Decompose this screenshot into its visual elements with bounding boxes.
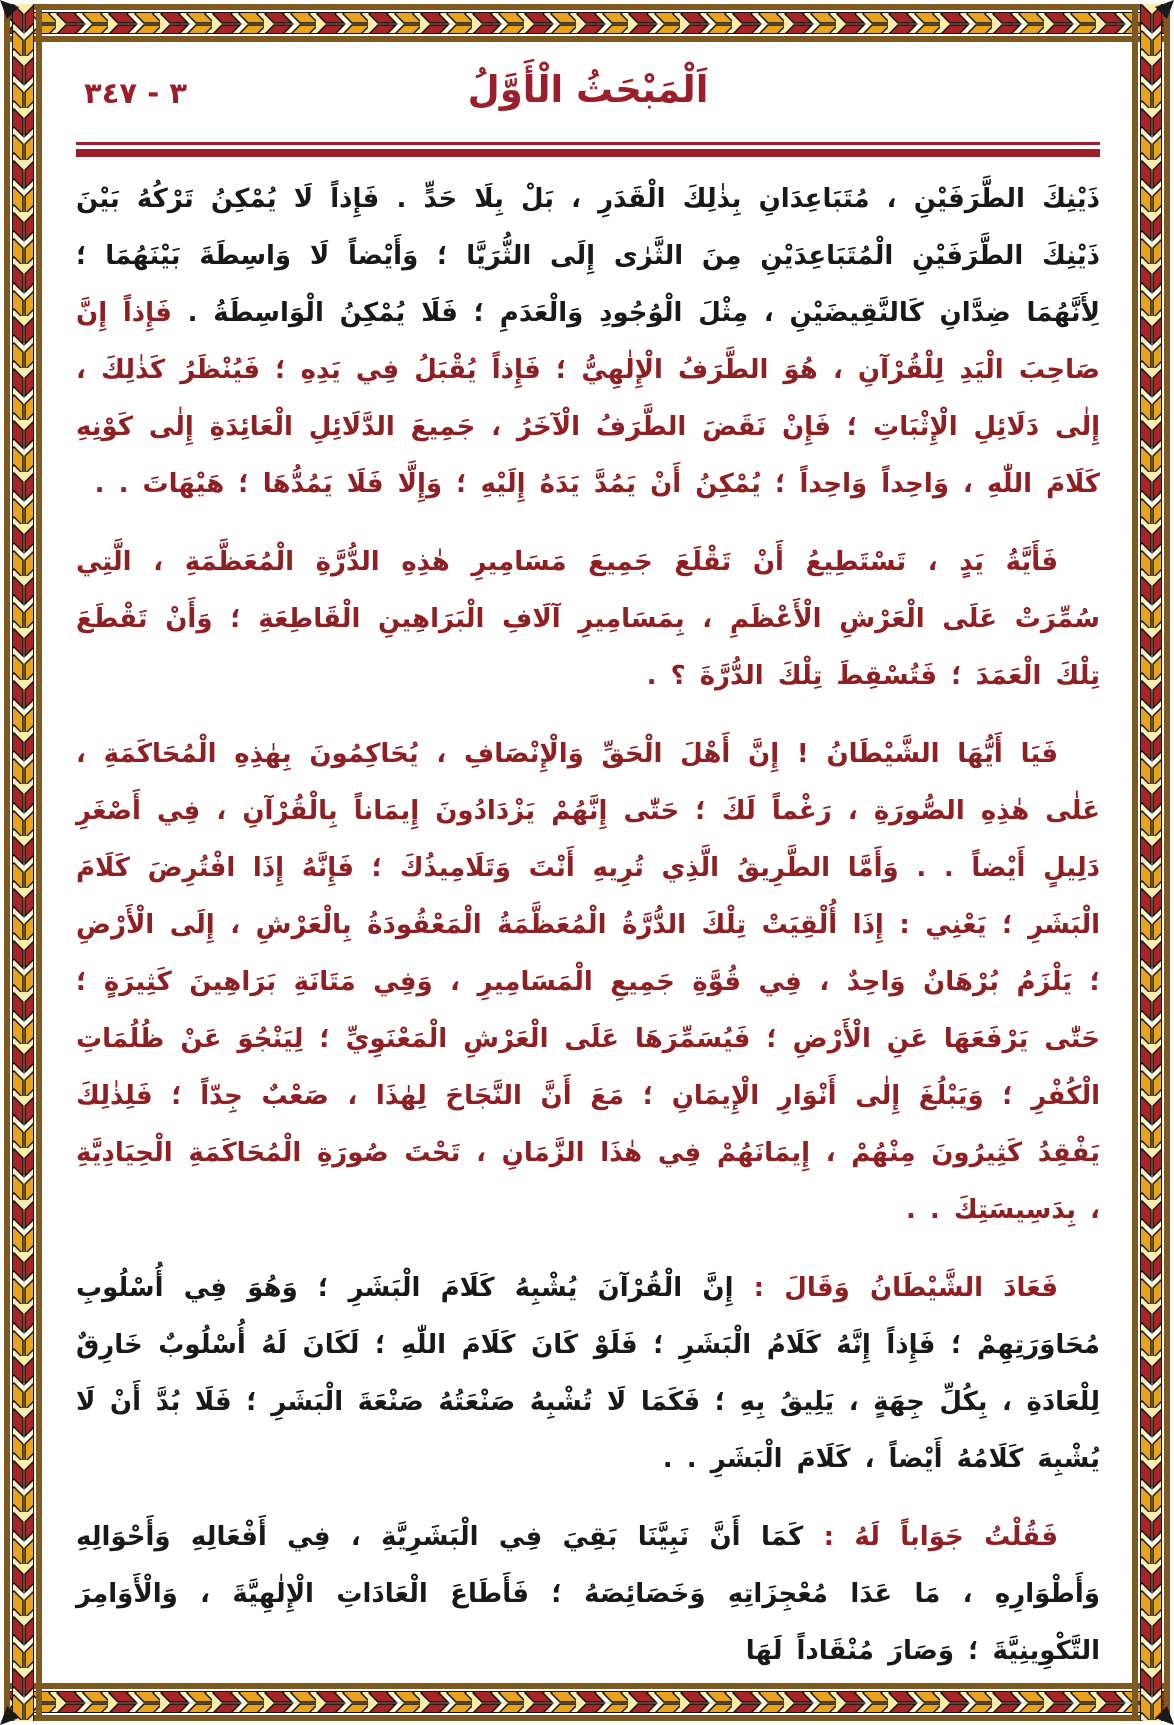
page-number: ٣ - ٣٤٧ — [84, 76, 188, 110]
page-content — [76, 58, 1100, 1666]
text-segment: فَقُلْتُ جَوَاباً لَهُ : — [803, 1522, 1058, 1552]
text-segment: فَإِذاً إِنَّ صَاحِبَ الْيَدِ لِلْقُرْآنِ ، هُوَ الطَّرَفُ الْإِلٰهِيُّ ؛ فَإِذاً يُقْبَلُ فِي يَدِهِ ؛ فَيُنْظَرُ كَذٰلِكَ ، إِلٰى دَلَائِلِ الْإِثْبَاتِ ؛ فَإِنْ نَقَضَ الطَّرَفُ الْآخَرُ ، جَمِيعَ الدَّلَائِلِ الْعَائِدَةِ إِلٰى كَوْنِهِ كَلَامَ اللّٰهِ ، وَاحِداً وَاحِداً ؛ يُمْكِنُ أَنْ يَمُدَّ يَدَهُ إِلَيْهِ ؛ وَإِلَّا فَلَا يَمُدُّهَا ؛ هَيْهَاتَ . . — [76, 298, 1100, 499]
text-segment: فَيَا أَيُّهَا الشَّيْطَانُ ! إِنَّ أَهْلَ الْحَقِّ وَالْإِنْصَافِ ، يُحَاكِمُونَ بِهٰذِهِ الْمُحَاكَمَةِ ، عَلٰى هٰذِهِ الصُّورَةِ ، رَغْماً لَكَ ؛ حَتّٰى إِنَّهُمْ يَزْدَادُونَ إِيمَاناً بِالْقُرْآنِ ، فِي أَصْغَرِ دَلِيلٍ أَيْضاً . . وَأَمَّا الطَّرِيقُ الَّذِي تُرِيهِ أَنْتَ وَتَلَامِيذُكَ ؛ فَإِنَّهُ إِذَا افْتُرِضَ كَلَامَ الْبَشَرِ ؛ يَعْنِي : إِذَا أُلْقِيَتْ تِلْكَ الدُّرَّةُ الْمُعَظَّمَةُ الْمَعْقُودَةُ بِالْعَرْشِ ، إِلَى الْأَرْضِ ؛ يَلْزَمُ بُرْهَانٌ وَاحِدٌ ، فِي قُوَّةِ جَمِيعِ الْمَسَامِيرِ ، وَفِي مَتَانَةِ بَرَاهِينَ كَثِيرَةٍ ؛ حَتّٰى يَرْفَعَهَا عَنِ الْأَرْضِ ؛ فَيُسَمِّرَهَا عَلَى الْعَرْشِ الْمَعْنَوِيِّ ؛ لِيَنْجُوَ عَنْ ظُلُمَاتِ الْكُفْرِ ؛ وَيَبْلُغَ إِلٰى أَنْوَارِ الْإِيمَانِ ؛ مَعَ أَنَّ النَّجَاحَ لِهٰذَا ، صَعْبٌ جِدّاً ؛ فَلِذٰلِكَ يَفْقِدُ كَثِيرُونَ مِنْهُمْ ، إِيمَانَهُمْ فِي هٰذَا الزَّمَانِ ، تَحْتَ صُورَةِ الْمُحَاكَمَةِ الْحِيَادِيَّةِ ، بِدَسِيسَتِكَ . . — [76, 739, 1100, 1225]
corner-ornament-icon — [0, 0, 22, 22]
paragraph — [76, 1509, 1100, 1680]
header-divider-bar — [76, 149, 1100, 157]
decorative-border-right — [1132, 4, 1170, 1721]
paragraph — [76, 171, 1100, 513]
paragraph — [76, 726, 1100, 1239]
text-segment: ذَيْنِكَ الطَّرَفَيْنِ ، مُتَبَاعِدَانِ بِذٰلِكَ الْقَدَرِ ، بَلْ بِلَا حَدٍّ . فَإِذاً لَا يُمْكِنُ تَرْكُهُ بَيْنَ ذَيْنِكَ الطَّرَفَيْنِ الْمُتَبَاعِدَيْنِ مِنَ الثَّرٰى إِلَى الثُّرَيَّا ؛ وَأَيْضاً لَا وَاسِطَةَ بَيْنَهُمَا ؛ لِأَنَّهُمَا ضِدَّانِ كَالنَّقِيضَيْنِ ، مِثْلَ الْوُجُودِ وَالْعَدَمِ ؛ فَلَا يُمْكِنُ الْوَاسِطَةُ . — [76, 184, 1100, 328]
header-divider — [76, 142, 1100, 157]
decorative-border-bottom — [4, 1683, 1170, 1721]
paragraph — [76, 1260, 1100, 1488]
page-title: اَلْمَبْحَثُ الْأَوَّلُ — [467, 68, 709, 111]
text-segment: فَأَيَّةُ يَدٍ ، تَسْتَطِيعُ أَنْ تَقْلَعَ جَمِيعَ مَسَامِيرِ هٰذِهِ الدُّرَّةِ الْمُعَظَّمَةِ ، الَّتِي سُمِّرَتْ عَلَى الْعَرْشِ الْأَعْظَمِ ، بِمَسَامِيرِ آلَافِ الْبَرَاهِينِ الْقَاطِعَةِ ؛ وَأَنْ تَقْطَعَ تِلْكَ الْعَمَدَ ؛ فَتُسْقِطَ تِلْكَ الدُّرَّةَ ؟ . — [76, 547, 1100, 691]
decorative-border-left — [4, 4, 42, 1721]
text-segment: إِنَّ الْقُرْآنَ يُشْبِهُ كَلَامَ الْبَشَرِ ؛ وَهُوَ فِي أُسْلُوبِ مُحَاوَرَتِهِمْ ؛ فَإِذاً إِنَّهُ كَلَامُ الْبَشَرِ ؛ فَلَوْ كَانَ كَلَامَ اللّٰهِ ؛ لَكَانَ لَهُ أُسْلُوبٌ خَارِقٌ لِلْعَادَةِ ، بِكُلِّ جِهَةٍ ، يَلِيقُ بِهِ ؛ فَكَمَا لَا تُشْبِهُ صَنْعَتُهُ صَنْعَةَ الْبَشَرِ ؛ فَلَا بُدَّ أَنْ لَا يُشْبِهَ كَلَامُهُ أَيْضاً ، كَلَامَ الْبَشَرِ . . — [76, 1273, 1100, 1474]
corner-ornament-icon — [0, 1703, 22, 1725]
page-header — [76, 58, 1100, 132]
corner-ornament-icon — [1152, 0, 1174, 22]
decorative-border-top — [4, 4, 1170, 42]
corner-ornament-icon — [1152, 1703, 1174, 1725]
text-segment: فَعَادَ الشَّيْطَانُ وَقَالَ : — [733, 1273, 1058, 1303]
body-text — [76, 171, 1100, 1680]
paragraph — [76, 534, 1100, 705]
text-segment: كَمَا أَنَّ نَبِيَّنَا بَقِيَ فِي الْبَشَرِيَّةِ ، فِي أَفْعَالِهِ وَأَحْوَالِهِ وَأَطْوَارِهِ ، مَا عَدَا مُعْجِزَاتِهِ وَخَصَائِصَهُ ؛ فَأَطَاعَ الْعَادَاتِ الْإِلٰهِيَّةَ ، وَالْأَوَامِرَ التَّكْوِينِيَّةَ ؛ وَصَارَ مُنْقَاداً لَهَا — [76, 1522, 1100, 1666]
